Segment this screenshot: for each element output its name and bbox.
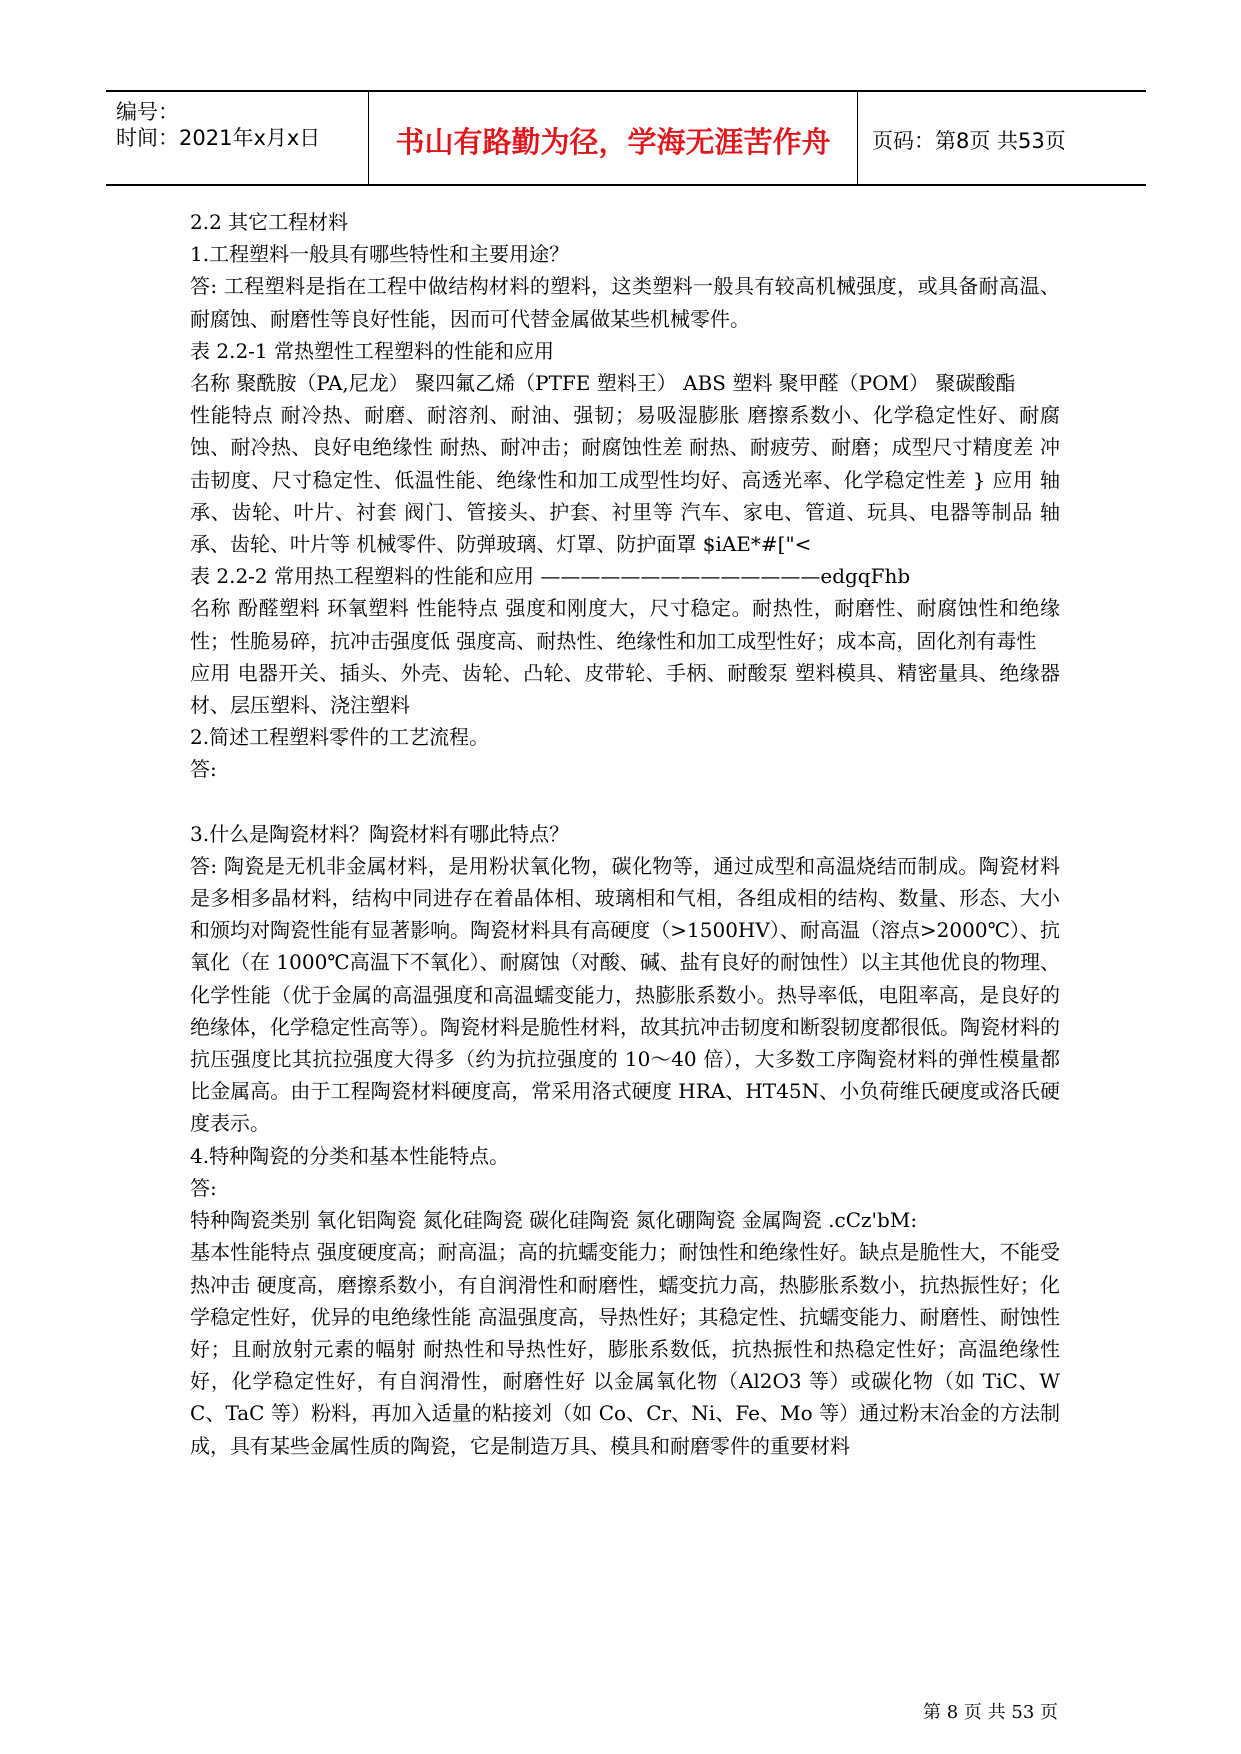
question-1: 1.工程塑料一般具有哪些特性和主要用途？: [190, 242, 570, 267]
answer-4: 答:: [190, 1175, 217, 1200]
table-2-2-2-caption: 表 2.2-2 常用热工程塑料的性能和应用 ——————————————edgqFhb: [190, 564, 911, 589]
section-heading: 2.2 其它工程材料: [190, 210, 349, 234]
page-footer: 第 8 页 共 53 页: [923, 1702, 1058, 1723]
ceramics-properties: 基本性能特点 强度硬度高；耐高温；高的抗蠕变能力；耐蚀性和绝缘性好。缺点是脆性大，不能受热冲击 硬度高，磨擦系数小，有自润滑性和耐磨性，蠕变抗力高，热膨胀系数小，抗热振性好；化学稳定性好，优异的电绝缘性能 高温强度高，导热性好；其稳定性、抗蠕变能力、耐磨性、耐蚀性好；且耐放射元素的幅射 耐热性和导热性好，膨胀系数低，抗热振性和热稳定性好；高温绝缘性好，化学稳定性好，有自润滑性，耐磨性好 以金属氧化物（Al2O3 等）或碳化物（如 TiC、WC、TaC 等）粉料，再加入适量的粘接刘（如 Co、Cr、Ni、Fe、Mo 等）通过粉末冶金的方法制成，具有某些金属性质的陶瓷，它是制造万具、模具和耐磨零件的重要材料: [190, 1240, 1060, 1458]
answer-1: 答: 工程塑料是指在工程中做结构材料的塑料，这类塑料一般具有较高机械强度，或具备耐高温、耐腐蚀、耐磨性等良好性能，因而可代替金属做某些机械零件。: [190, 274, 1060, 331]
answer-2: 答:: [190, 757, 217, 782]
header-left-cell: [106, 92, 368, 184]
table-2-2-2-applications: 应用 电器开关、插头、外壳、齿轮、凸轮、皮带轮、手柄、耐酸泵 塑料模具、精密量具、绝缘器材、层压塑料、浇注塑料: [190, 660, 1060, 718]
document-body: [190, 206, 1060, 1462]
answer-3: 答: 陶瓷是无机非金属材料，是用粉状氧化物，碳化物等，通过成型和高温烧结而制成。陶瓷材料是多相多晶材料，结构中同进存在着晶体相、玻璃相和气相，各组成相的结构、数量、形态、大小和颁均对陶瓷性能有显著影响。陶瓷材料具有高硬度（>1500HV）、耐高温（溶点>2000℃）、抗氧化（在 1000℃高温下不氧化）、耐腐蚀（对酸、碱、盐有良好的耐蚀性）以主其他优良的物理、化学性能（优于金属的高温强度和高温蠕变能力，热膨胀系数小。热导率低，电阻率高，是良好的绝缘体，化学稳定性高等）。陶瓷材料是脆性材料，故其抗冲击韧度和断裂韧度都很低。陶瓷材料的抗压强度比其抗拉强度大得多（约为抗拉强度的 10～40 倍），大多数工序陶瓷材料的弹性模量都比金属高。由于工程陶瓷材料硬度高，常采用洛式硬度 HRA、HT45N、小负荷维氏硬度或洛氏硬度表示。: [190, 853, 1060, 1136]
table-2-2-1-properties: 性能特点 耐冷热、耐磨、耐溶剂、耐油、强韧；易吸湿膨胀 磨擦系数小、化学稳定性好、耐腐蚀、耐冷热、良好电绝缘性 耐热、耐冲击；耐腐蚀性差 耐热、耐疲劳、耐磨；成型尺寸精度差 冲击韧度、尺寸稳定性、低温性能、绝缘性和加工成型性均好、高透光率、化学稳定性差 } 应用 轴承、齿轮、叶片、衬套 阀门、管接头、护套、衬里等 汽车、家电、管道、玩具、电器等制品 轴承、齿轮、叶片等 机械零件、防弹玻璃、灯罩、防护面罩 $iAE*#["<: [190, 403, 1060, 557]
table-2-2-1-names: 名称 聚酰胺（PA,尼龙） 聚四氟乙烯（PTFE 塑料王） ABS 塑料 聚甲醛（POM） 聚碳酸酯: [190, 371, 1016, 396]
page-header: [106, 90, 1146, 186]
document-number-label: 编号：: [116, 100, 179, 124]
header-page-info: 页码：第8页 共53页: [872, 129, 1066, 153]
table-2-2-1-caption: 表 2.2-1 常热塑性工程塑料的性能和应用: [190, 338, 555, 363]
document-time: 时间：2021年x月x日: [116, 126, 321, 150]
question-2: 2.简述工程塑料零件的工艺流程。: [190, 725, 490, 750]
question-3: 3.什么是陶瓷材料？陶瓷材料有哪此特点？: [190, 821, 570, 846]
blank-line: [190, 786, 1060, 818]
header-motto: 书山有路勤为径，学海无涯苦作舟: [395, 125, 831, 159]
header-middle-cell: [368, 92, 858, 184]
question-4: 4.特种陶瓷的分类和基本性能特点。: [190, 1143, 510, 1168]
header-right-cell: [858, 92, 1146, 184]
ceramics-categories: 特种陶瓷类别 氧化铝陶瓷 氮化硅陶瓷 碳化硅陶瓷 氮化硼陶瓷 金属陶瓷 .cCz'bM:: [190, 1208, 918, 1233]
table-2-2-2-names: 名称 酚醛塑料 环氧塑料 性能特点 强度和刚度大，尺寸稳定。耐热性，耐磨性、耐腐蚀性和绝缘性；性脆易碎，抗冲击强度低 强度高、耐热性、绝缘性和加工成型性好；成本高，固化剂有毒性: [190, 596, 1060, 653]
